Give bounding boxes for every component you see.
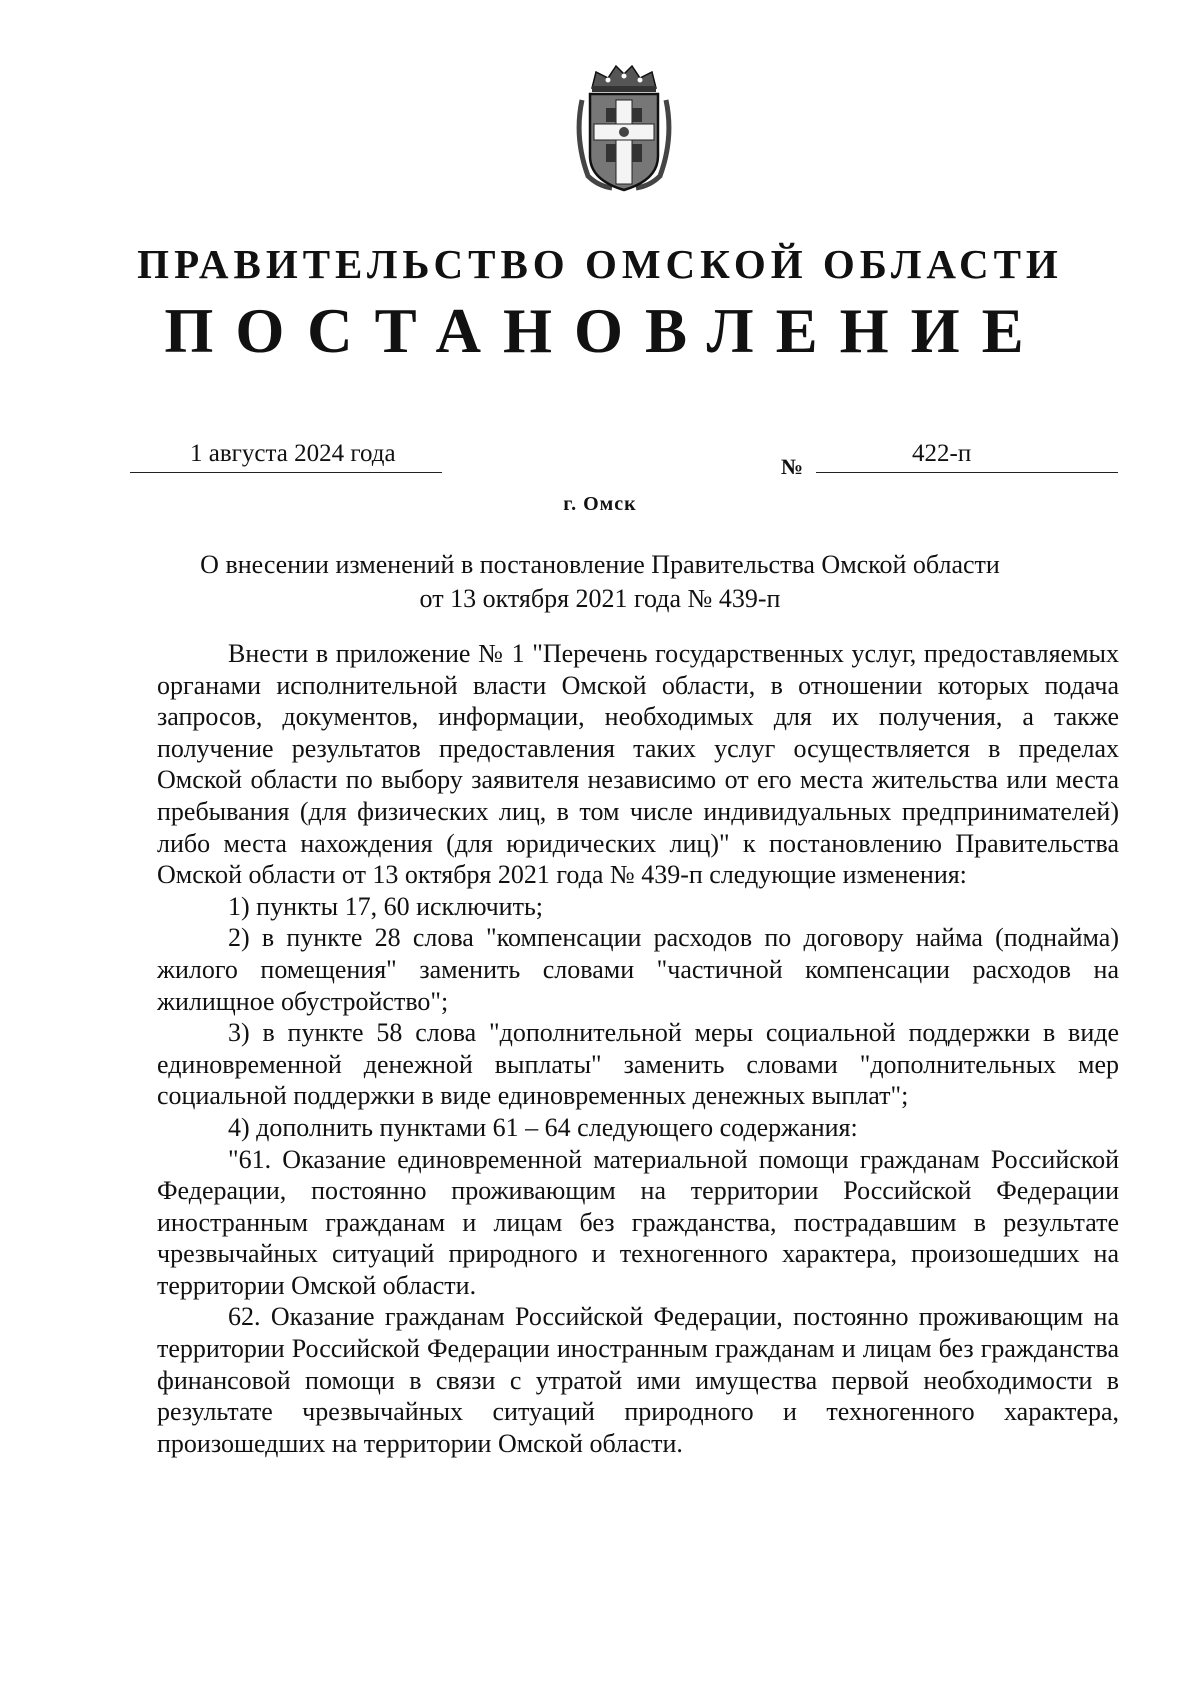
number-sign: № xyxy=(781,454,804,479)
intro-paragraph: Внести в приложение № 1 "Перечень государственных услуг, предоставляемых органами исполнительной власти Омской области, в отношении которых подача запросов, документов, информации, необходимых для их получения, а также получение результатов предоставления таких услуг осуществляется в пределах Омской области по выбору заявителя независимо от его места жительства или места пребывания (для физических лиц, в том числе индивидуальных предпринимателей) либо места нахождения (для юридических лиц)" к постановлению Правительства Омской области от 13 октября 2021 года № 439-п следующие изменения: xyxy=(157,639,1119,890)
document-type-title: ПОСТАНОВЛЕНИЕ xyxy=(164,296,1046,366)
subject-line: от 13 октября 2021 года № 439-п xyxy=(419,584,781,613)
document-subject xyxy=(150,548,1050,616)
coat-of-arms-emblem xyxy=(568,58,680,196)
amendment-item: 1) пункты 17, 60 исключить; xyxy=(228,891,544,921)
city-label: г. Омск xyxy=(563,493,637,515)
amendment-item: 2) в пункте 28 слова "компенсации расходов по договору найма (поднайма) жилого помещения" заменить словами "частичной компенсации расходов на жилищное обустройство"; xyxy=(157,923,1119,1016)
amendment-item: 4) дополнить пунктами 61 – 64 следующего содержания: xyxy=(228,1112,858,1142)
number-underline xyxy=(816,472,1118,473)
document-number: 422-п xyxy=(912,440,972,467)
amendment-item: 62. Оказание гражданам Российской Федерации, постоянно проживающим на территории Российской Федерации иностранным гражданам и лицам без гражданства финансовой помощи в связи с утратой ими имущества первой необходимости в результате чрезвычайных ситуаций природного и техногенного характера, произошедших на территории Омской области. xyxy=(157,1302,1119,1458)
amendment-item: 3) в пункте 58 слова "дополнительной меры социальной поддержки в виде единовременной денежной выплаты" заменить словами "дополнительных мер социальной поддержки в виде единовременных денежных выплат"; xyxy=(157,1018,1119,1111)
document-date: 1 августа 2024 года xyxy=(190,440,396,467)
subject-line: О внесении изменений в постановление Правительства Омской области xyxy=(200,550,1000,579)
document-body xyxy=(157,638,1119,1459)
government-title: ПРАВИТЕЛЬСТВО ОМСКОЙ ОБЛАСТИ xyxy=(137,241,1063,287)
date-underline xyxy=(130,472,442,473)
amendment-item: "61. Оказание единовременной материальной помощи гражданам Российской Федерации, постоянно проживающим на территории Российской Федерации иностранным гражданам и лицам без гражданства, пострадавшим в результате чрезвычайных ситуаций природного и техногенного характера, произошедших на территории Омской области. xyxy=(157,1144,1119,1300)
